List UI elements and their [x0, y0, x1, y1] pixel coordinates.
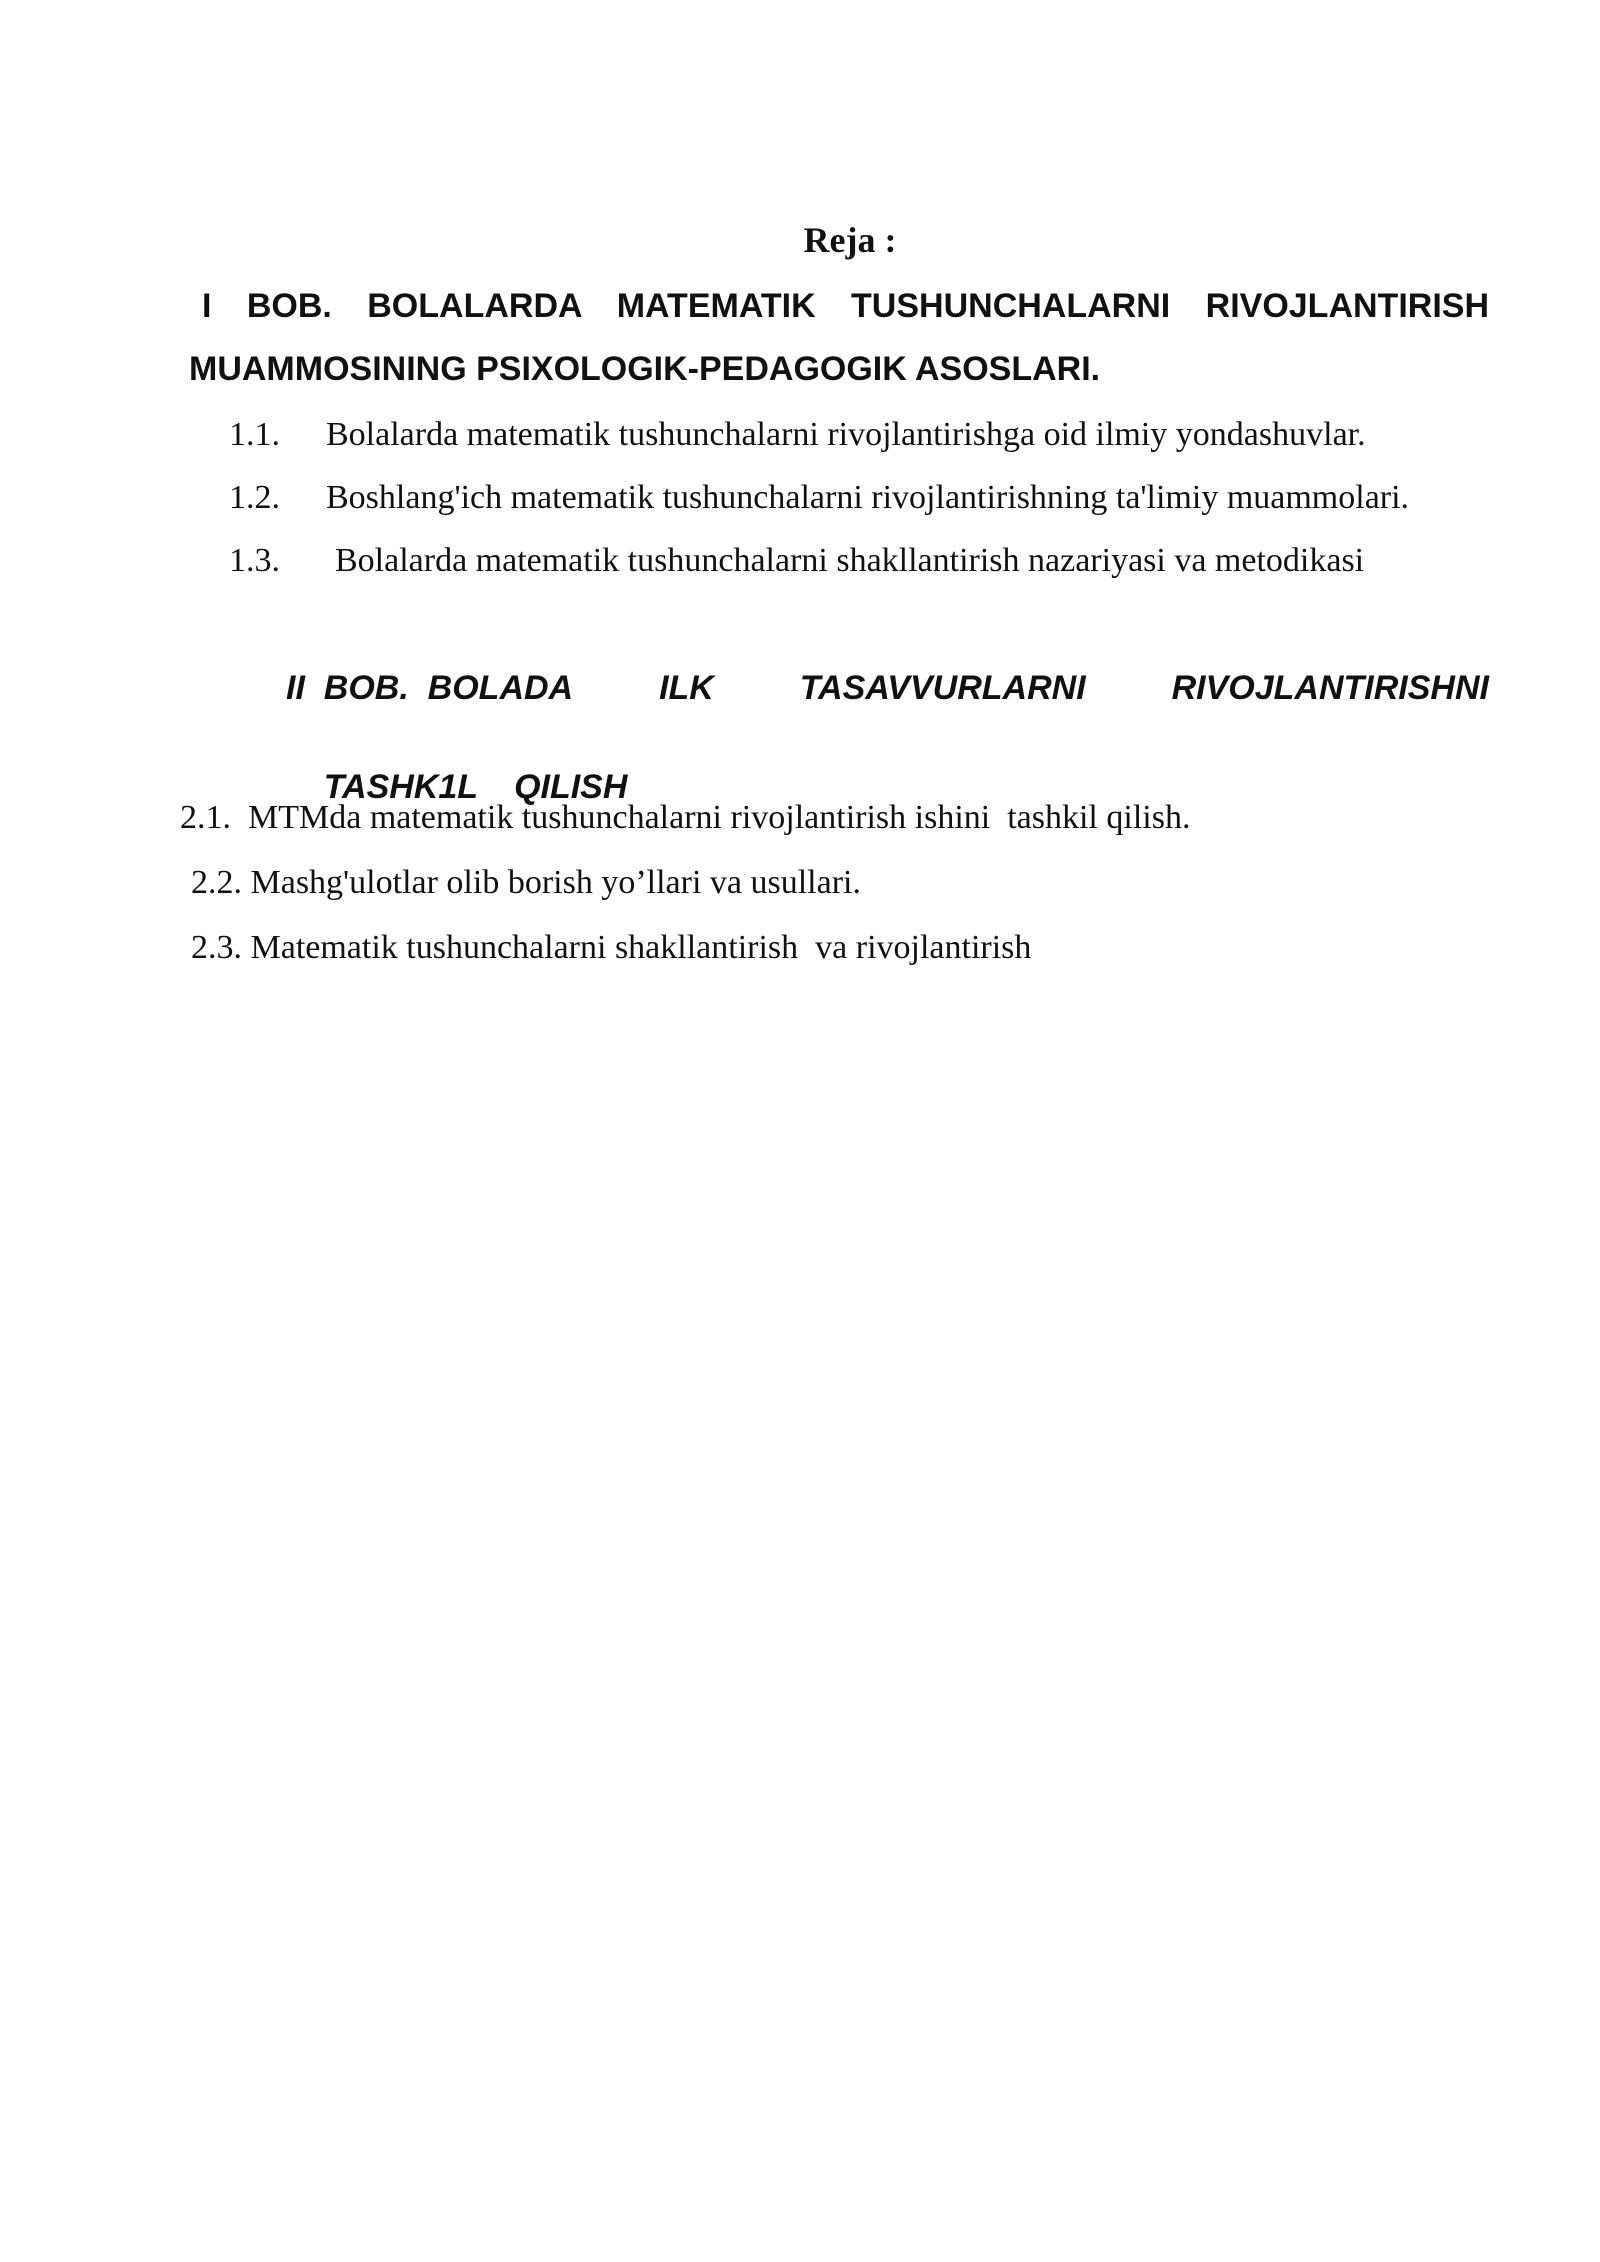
chapter-2-word: QILISH: [514, 768, 628, 806]
chapter-2-word: ILK: [659, 669, 714, 707]
section-number: 1.2.: [229, 479, 280, 516]
section-2-1: 2.1. MTMda matematik tushunchalarni rivojlantirish ishini tashkil qilish.: [180, 799, 1191, 836]
section-2-3: 2.3. Matematik tushunchalarni shakllantirish va rivojlantirish: [191, 929, 1032, 966]
chapter-1-heading-line-2: MUAMMOSINING PSIXOLOGIK-PEDAGOGIK ASOSLARI.: [189, 350, 1101, 388]
chapter-2-word: RIVOJLANTIRISHNI: [1171, 669, 1489, 707]
plan-title: Reja :: [803, 220, 897, 260]
section-text: Bolalarda matematik tushunchalarni rivojlantirishga oid ilmiy yondashuvlar.: [326, 416, 1366, 453]
chapter-2-word: TASAVVURLARNI: [799, 669, 1086, 707]
section-text: Bolalarda matematik tushunchalarni shakllantirish nazariyasi va metodikasi: [335, 542, 1365, 579]
chapter-2-word: II BOB. BOLADA: [286, 669, 574, 707]
section-text: Boshlang'ich matematik tushunchalarni rivojlantirishning ta'limiy muammolari.: [326, 479, 1410, 516]
chapter-2-heading-line-1: [286, 671, 1489, 705]
chapter-2-word: TASHK1L: [323, 768, 479, 806]
chapter-1-heading-line-1: I BOB. BOLALARDA MATEMATIK TUSHUNCHALARNI RIVOJLANTIRISH: [202, 287, 1489, 325]
section-number: 1.1.: [229, 416, 280, 453]
section-2-2: 2.2. Mashg'ulotlar olib borish yo’llari va usullari.: [191, 864, 861, 901]
section-number: 1.3.: [229, 542, 280, 579]
